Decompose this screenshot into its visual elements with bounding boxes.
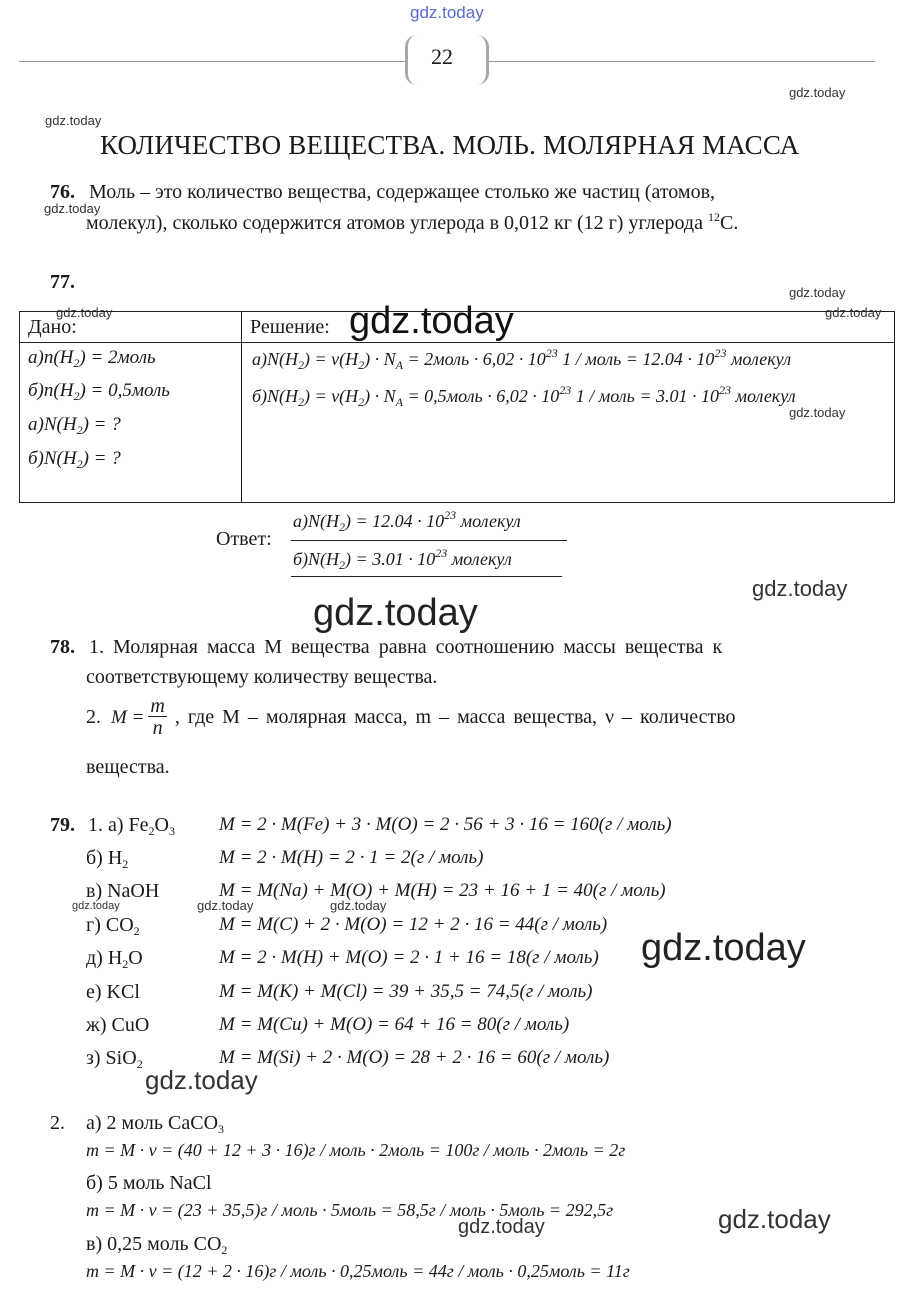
given-b: $б)n(H_2)$ = 0,5моль	[28, 380, 170, 403]
watermark-top: gdz.today	[410, 3, 484, 22]
watermark-small: gdz.today	[56, 305, 113, 320]
molar-mass-formula: M = 2 · M(Fe) + 3 · M(O) = 2 · 56 + 3 · 16 = 160(г / моль)	[219, 814, 672, 835]
answer-rule	[291, 576, 562, 577]
watermark-medium: gdz.today	[145, 1065, 258, 1095]
substance-label: в) 0,25 моль $CO_2$	[86, 1233, 228, 1257]
watermark-small: gdz.today	[44, 201, 101, 216]
molar-mass-formula: M = M(Cu) + M(O) = 64 + 16 = 80(г / моль)	[219, 1014, 570, 1035]
answer-label: Ответ:	[216, 528, 272, 550]
compound-label: б) $H_2$	[86, 847, 129, 871]
compound-label: д) $H_2O$	[86, 947, 143, 971]
header-rule-left	[19, 61, 405, 62]
page-number: 22	[431, 44, 453, 69]
watermark-small: gdz.today	[197, 898, 254, 913]
given-header: Дано:	[28, 316, 77, 338]
watermark-medium: gdz.today	[718, 1204, 831, 1234]
problem-78-line1: 1. Молярная масса М вещества равна соотношению массы вещества к	[89, 636, 723, 658]
substance-label: а) 2 моль CaCO$_3$	[86, 1112, 225, 1136]
problem-78-number: 78.	[50, 636, 75, 658]
problem-79-item1: 1.	[88, 814, 103, 836]
watermark-large: gdz.today	[313, 592, 478, 634]
molar-mass-formula: M = 2 · M(H) + M(O) = 2 · 1 + 16 = 18(г / моль)	[219, 947, 599, 968]
watermark-large: gdz.today	[349, 300, 514, 342]
problem-76-line2: молекул), сколько содержится атомов углерода в 0,012 кг (12 г) углерода $^{12}$C.	[86, 210, 739, 234]
watermark-large: gdz.today	[641, 927, 806, 969]
problem-77-number: 77.	[50, 271, 75, 293]
compound-label: в) NaOH	[86, 880, 160, 902]
compound-label: е) KCl	[86, 981, 140, 1003]
watermark-small: gdz.today	[825, 305, 882, 320]
find-b: $б)N(H_2)$ = ?	[28, 448, 121, 471]
substance-label: б) 5 моль NaCl	[86, 1172, 212, 1194]
watermark-small: gdz.today	[45, 113, 102, 128]
problem-79-item2: 2.	[50, 1112, 65, 1134]
answer-b: $б)N(H_2) = 3.01 \cdot 10^{23}$ молекул	[293, 546, 512, 572]
header-rule-right	[487, 61, 875, 62]
page-title: КОЛИЧЕСТВО ВЕЩЕСТВА. МОЛЬ. МОЛЯРНАЯ МАССА	[100, 130, 800, 160]
watermark-small: gdz.today	[72, 900, 120, 912]
problem-78-item2: 2. M = $\frac{m}{n}$ , где М – молярная масса, m – масса вещества, ν – количество	[86, 695, 736, 739]
mass-formula: m = M · ν = (23 + 35,5)г / моль · 5моль = 58,5г / моль · 5моль = 292,5г	[86, 1200, 614, 1220]
problem-76-line1: Моль – это количество вещества, содержащее столько же частиц (атомов,	[89, 181, 716, 203]
answer-rule	[291, 540, 567, 541]
solution-header: Решение:	[250, 316, 330, 338]
watermark-small: gdz.today	[789, 285, 846, 300]
find-a: $а)N(H_2)$ = ?	[28, 414, 121, 437]
given-a: $а)n(H_2)$ = 2моль	[28, 347, 156, 370]
watermark-medium: gdz.today	[458, 1216, 545, 1238]
solution-b: $б)N(H_2) = \nu(H_2) \cdot N_A$ = 0,5моль · $6,02 \cdot 10^{23}$ 1 / моль = $3.01 \cdot 10^{23}$ молекул	[252, 383, 796, 409]
molar-mass-fraction: $\frac{m}{n}$	[150, 695, 165, 739]
watermark-small: gdz.today	[330, 898, 387, 913]
table-divider	[241, 312, 242, 502]
problem-76-number: 76.	[50, 181, 75, 203]
compound-label: ж) CuO	[86, 1014, 150, 1036]
molar-mass-formula: M = 2 · M(H) = 2 · 1 = 2(г / моль)	[219, 847, 484, 868]
mass-formula: m = M · ν = (12 + 2 · 16)г / моль · 0,25моль = 44г / моль · 0,25моль = 11г	[86, 1261, 630, 1281]
mass-formula: m = M · ν = (40 + 12 + 3 · 16)г / моль · 2моль = 100г / моль · 2моль = 2г	[86, 1140, 626, 1160]
molar-mass-formula: M = M(C) + 2 · M(O) = 12 + 2 · 16 = 44(г / моль)	[219, 914, 608, 935]
compound-label: г) $CO_2$	[86, 914, 140, 938]
solution-a: $а)N(H_2) = \nu(H_2) \cdot N_A$ = 2моль · $6,02 \cdot 10^{23}$ 1 / моль = $12.04 \cdot 10^{23}$ молекул	[252, 346, 792, 372]
problem-79-number: 79.	[50, 814, 75, 836]
problem-78-cont: вещества.	[86, 756, 170, 778]
molar-mass-formula: M = M(K) + M(Cl) = 39 + 35,5 = 74,5(г / моль)	[219, 981, 593, 1002]
watermark-medium: gdz.today	[752, 576, 848, 601]
compound-label: а) $Fe_2O_3$	[108, 814, 175, 838]
watermark-small: gdz.today	[789, 85, 846, 100]
answer-a: $а)N(H_2) = 12.04 \cdot 10^{23}$ молекул	[293, 508, 521, 534]
molar-mass-formula: M = M(Si) + 2 · M(O) = 28 + 2 · 16 = 60(г / моль)	[219, 1047, 610, 1068]
compound-label: з) SiO$_2$	[86, 1047, 143, 1071]
molar-mass-formula: M = M(Na) + M(O) + M(H) = 23 + 16 + 1 = 40(г / моль)	[219, 880, 666, 901]
watermark-small: gdz.today	[789, 405, 846, 420]
problem-78-line2: соответствующему количеству вещества.	[86, 666, 438, 688]
